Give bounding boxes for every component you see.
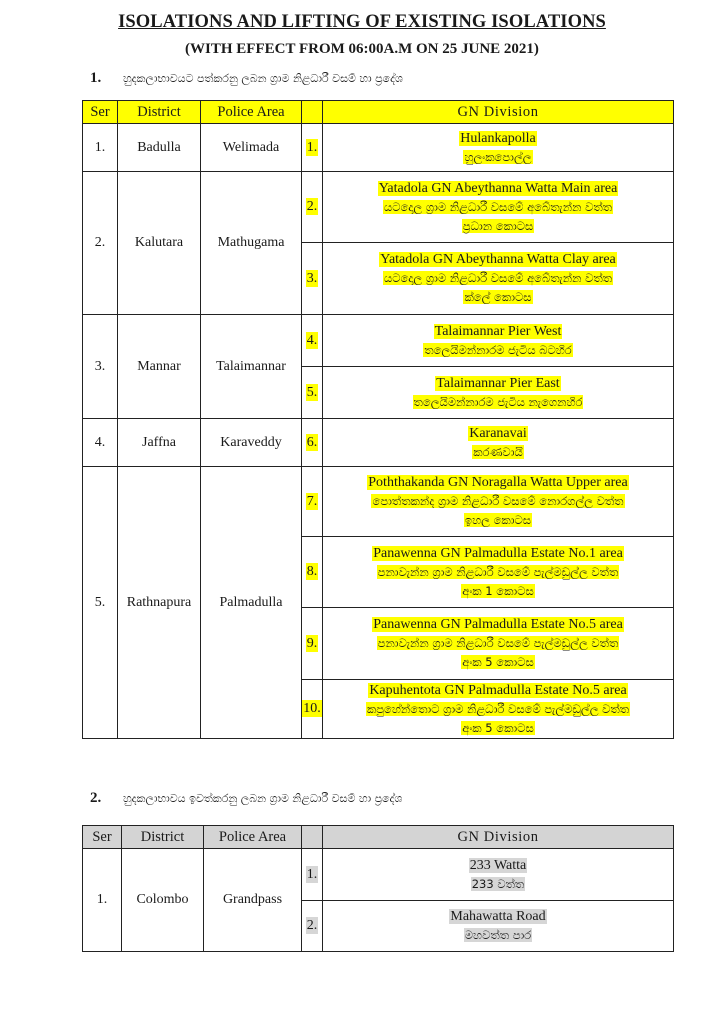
header-police-area: Police Area (204, 826, 302, 849)
gn-division-si-line2: ක්ලේ කොටස (464, 290, 532, 304)
gn-division-cell (323, 849, 674, 901)
gn-division-si-line2: ඉහල කොටස (464, 513, 532, 527)
gn-division-si: තලෙයිමන්නාරම ජැටිය බටහිර (424, 342, 572, 357)
gn-division-si: හුලංකපොල්ල (464, 149, 532, 164)
gn-division-si: කපුහේන්තොට ග්‍රාම නිළධාරී වසමේ පැල්මඩුල්ල වත්ත (366, 701, 630, 716)
division-number: 7. (306, 493, 318, 509)
gn-division-cell (323, 608, 674, 680)
division-number: 5. (306, 384, 318, 400)
header-number (302, 826, 323, 849)
gn-division-cell (323, 124, 674, 172)
gn-division-en: Panawenna GN Palmadulla Estate No.1 area (373, 545, 623, 561)
gn-division-si: යටදොල ග්‍රාම නිළධාරී වසමේ අබේතැන්න වත්ත (383, 271, 613, 285)
gn-division-en: Karanavai (469, 425, 527, 441)
gn-division-en: Kapuhentota GN Palmadulla Estate No.5 area (369, 682, 627, 698)
gn-division-cell (323, 680, 674, 739)
table-row (83, 467, 674, 537)
header-gn-division: GN Division (323, 101, 674, 124)
police-area-cell: Palmadulla (201, 467, 302, 739)
lifted-isolation-table (82, 825, 674, 952)
ser-cell: 1. (83, 124, 118, 172)
gn-division-en: Hulankapolla (460, 130, 536, 146)
ser-cell: 3. (83, 315, 118, 419)
header-gn-division: GN Division (323, 826, 674, 849)
ser-cell: 4. (83, 419, 118, 467)
division-number-cell (302, 419, 323, 467)
header-police-area: Police Area (201, 101, 302, 124)
section-heading-text: හුදකලාභාවය ඉවත්කරනු ලබන ග්‍රාම නිළධාරී වසම් හා ප්‍රදේශ (123, 791, 403, 805)
gn-division-si-line2: අංක 5 කොටස (462, 720, 534, 735)
section-2-heading (90, 790, 402, 807)
table-header-row (83, 101, 674, 124)
ser-cell: 5. (83, 467, 118, 739)
gn-division-cell (323, 467, 674, 537)
gn-division-si: පනාවැන්න ග්‍රාම නිළධාරී වසමේ පැල්මඩුල්ල වත්ත (377, 636, 619, 650)
division-number: 8. (306, 564, 318, 579)
section-heading-text: හුදකලාභාවයට පත්කරනු ලබන ග්‍රාම නිළධාරී වසම් හා ප්‍රදේශ (123, 71, 403, 85)
gn-division-cell (323, 901, 674, 952)
division-number: 2. (306, 199, 318, 214)
division-number: 9. (306, 635, 318, 651)
isolation-table (82, 100, 674, 739)
document-title: ISOLATIONS AND LIFTING OF EXISTING ISOLATIONS (118, 12, 606, 32)
district-cell: Jaffna (118, 419, 201, 467)
gn-division-si: මහවත්ත පාර (464, 928, 532, 942)
division-number-cell (302, 124, 323, 172)
gn-division-si: කරණවායි (473, 444, 523, 459)
table-row (83, 172, 674, 243)
section-1-heading (90, 70, 403, 87)
table-header-row (83, 826, 674, 849)
division-number-cell (302, 537, 323, 608)
gn-division-cell (323, 537, 674, 608)
section-number: 1. (90, 70, 102, 86)
police-area-cell: Welimada (201, 124, 302, 172)
division-number-cell (302, 467, 323, 537)
gn-division-si: තලෙයිමන්නාරම ජැටිය නැගෙනහිර (413, 394, 583, 409)
gn-division-en: Panawenna GN Palmadulla Estate No.5 area (373, 617, 623, 632)
division-number-cell (302, 315, 323, 367)
header-number (302, 101, 323, 124)
document-subtitle: (WITH EFFECT FROM 06:00A.M ON 25 JUNE 2021) (185, 41, 539, 57)
gn-division-si-line2: ප්‍රධාන කොටස (462, 218, 534, 233)
district-cell: Kalutara (118, 172, 201, 315)
gn-division-si: යටදොල ග්‍රාම නිළධාරී වසමේ අබේතැන්න වත්ත (383, 199, 613, 214)
table-row (83, 124, 674, 172)
gn-division-en: Poththakanda GN Noragalla Watta Upper area (368, 475, 628, 490)
header-district: District (118, 101, 201, 124)
police-area-cell: Karaveddy (201, 419, 302, 467)
gn-division-cell (323, 172, 674, 243)
gn-division-cell (323, 243, 674, 315)
gn-division-si-line2: අංක 1 කොටස (462, 583, 534, 598)
police-area-cell: Talaimannar (201, 315, 302, 419)
gn-division-cell (323, 367, 674, 419)
ser-cell: 2. (83, 172, 118, 315)
district-cell: Rathnapura (118, 467, 201, 739)
division-number: 1. (306, 139, 318, 155)
gn-division-si: පනාවැන්න ග්‍රාම නිළධාරී වසමේ පැල්මඩුල්ල වත්ත (377, 564, 619, 579)
division-number-cell (302, 680, 323, 739)
division-number: 3. (306, 270, 318, 286)
division-number: 4. (306, 332, 318, 348)
gn-division-en: Talaimannar Pier East (436, 375, 560, 391)
header-ser: Ser (83, 101, 118, 124)
district-cell: Colombo (122, 849, 204, 952)
division-number-cell (302, 849, 323, 901)
division-number-cell (302, 367, 323, 419)
gn-division-en: 233 Watta (469, 857, 527, 873)
gn-division-en: Yatadola GN Abeythanna Watta Main area (378, 180, 618, 196)
gn-division-si-line2: අංක 5 කොටස (462, 655, 534, 669)
gn-division-cell (323, 419, 674, 467)
division-number-cell (302, 172, 323, 243)
division-number-cell (302, 608, 323, 680)
gn-division-si: 233 වත්ත (471, 876, 525, 891)
police-area-cell: Grandpass (204, 849, 302, 952)
table-row (83, 849, 674, 901)
division-number-cell (302, 243, 323, 315)
division-number: 10. (303, 701, 321, 716)
gn-division-en: Mahawatta Road (450, 909, 546, 924)
division-number: 2. (306, 918, 318, 933)
header-district: District (122, 826, 204, 849)
gn-division-en: Yatadola GN Abeythanna Watta Clay area (380, 252, 616, 267)
gn-division-cell (323, 315, 674, 367)
division-number: 1. (306, 866, 318, 882)
table-row (83, 315, 674, 367)
division-number: 6. (306, 434, 318, 450)
district-cell: Badulla (118, 124, 201, 172)
ser-cell: 1. (83, 849, 122, 952)
gn-division-en: Talaimannar Pier West (434, 323, 562, 339)
header-ser: Ser (83, 826, 122, 849)
section-number: 2. (90, 790, 102, 806)
police-area-cell: Mathugama (201, 172, 302, 315)
district-cell: Mannar (118, 315, 201, 419)
division-number-cell (302, 901, 323, 952)
table-row (83, 419, 674, 467)
gn-division-si: පොත්තකන්ද ග්‍රාම නිළධාරී වසමේ නොරගල්ල වත්ත (372, 494, 624, 508)
